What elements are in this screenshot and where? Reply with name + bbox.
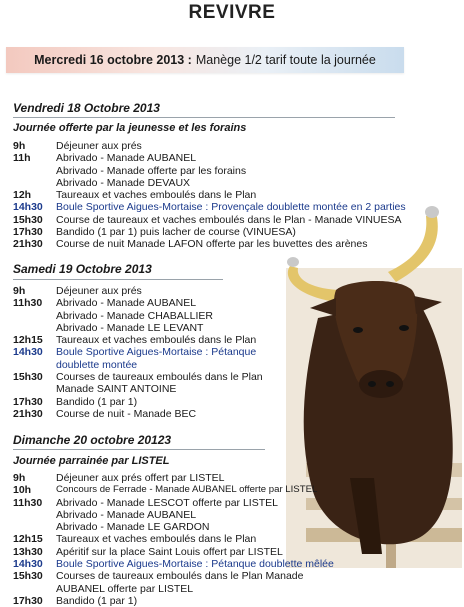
- schedule-row: [13, 285, 265, 297]
- schedule-row: [13, 334, 265, 346]
- row-text: Courses de taureaux emboulés dans le Plan: [56, 371, 263, 384]
- row-time: 21h30: [13, 238, 43, 251]
- schedule-row: [13, 140, 405, 152]
- row-text: Course de taureaux et vaches emboulés dans le Plan - Manade VINUESA: [56, 213, 402, 226]
- row-text: Abrivado - Manade LESCOT offerte par LISTEL: [56, 496, 278, 509]
- row-time: 21h30: [13, 407, 43, 420]
- row-time: [13, 521, 56, 533]
- schedule-row: [13, 226, 405, 238]
- row-text: Boule Sportive Aigues-Mortaise : Pétanque doublette montée: [56, 346, 257, 371]
- row-text: Abrivado - Manade DEVAUX: [56, 176, 191, 189]
- row-time: [13, 383, 56, 395]
- schedule-row: [13, 533, 338, 545]
- row-text: Bandido (1 par 1) puis lacher de course (VINUESA): [56, 226, 296, 239]
- schedule-row: [13, 310, 265, 322]
- schedule-row: [13, 497, 338, 509]
- row-time: 12h15: [13, 334, 43, 347]
- row-time: [13, 509, 56, 521]
- row-time: 11h30: [13, 297, 43, 310]
- schedule-row: [13, 408, 265, 420]
- day-1-title: Vendredi 18 Octobre 2013: [13, 101, 160, 115]
- schedule-row: [13, 238, 405, 250]
- row-text: Abrivado - Manade LE GARDON: [56, 521, 210, 534]
- row-time: [13, 310, 56, 322]
- day-2-divider: [13, 279, 223, 280]
- schedule-row: [13, 214, 405, 226]
- row-time: [13, 322, 56, 334]
- row-time: 12h15: [13, 533, 43, 546]
- schedule-row: [13, 472, 338, 484]
- schedule-row: [13, 521, 338, 533]
- row-text: Abrivado - Manade offerte par les forains: [56, 164, 247, 177]
- row-text: Déjeuner aux prés: [56, 140, 142, 152]
- row-time: 15h30: [13, 213, 43, 226]
- schedule-row: [13, 371, 265, 383]
- row-time: 14h30: [13, 558, 43, 571]
- schedule-row-highlight: [13, 346, 265, 371]
- row-time: 14h30: [13, 201, 43, 214]
- row-text: Concours de Ferrade - Manade AUBANEL offerte par LISTEL: [56, 484, 318, 496]
- schedule-row: [13, 570, 338, 595]
- page-title: REVIVRE: [188, 2, 276, 23]
- row-time: 12h: [13, 189, 32, 202]
- schedule-row-highlight: [13, 558, 338, 570]
- day-3-subtitle: Journée parrainée par LISTEL: [13, 455, 170, 467]
- announcement-banner: [6, 47, 404, 73]
- schedule-row: [13, 152, 405, 164]
- row-time: 13h30: [13, 545, 43, 558]
- row-text: Taureaux et vaches emboulés dans le Plan: [56, 334, 257, 347]
- row-time: 9h: [13, 472, 26, 484]
- schedule-row-highlight: [13, 201, 405, 213]
- row-text: Courses de taureaux emboulés dans le Plan Manade AUBANEL offerte par LISTEL: [56, 570, 304, 595]
- row-time: 10h: [13, 484, 32, 497]
- row-text: Abrivado - Manade LE LEVANT: [56, 321, 204, 334]
- schedule-row: [13, 484, 338, 496]
- row-text: Course de nuit - Manade BEC: [56, 407, 197, 420]
- day-3-schedule: [13, 472, 338, 607]
- row-text: Taureaux et vaches emboulés dans le Plan: [56, 533, 257, 546]
- schedule-row: [13, 177, 405, 189]
- schedule-row: [13, 383, 265, 395]
- row-time: 15h30: [13, 570, 43, 583]
- banner-text: Manège 1/2 tarif toute la journée: [195, 53, 376, 67]
- row-time: 9h: [13, 285, 26, 297]
- row-time: 11h30: [13, 496, 43, 509]
- row-text: Bandido (1 par 1): [56, 395, 138, 408]
- day-3-divider: [13, 449, 265, 450]
- row-time: 14h30: [13, 346, 43, 359]
- schedule-row: [13, 322, 265, 334]
- row-text: Taureaux et vaches emboulés dans le Plan: [56, 189, 257, 202]
- row-time: [13, 165, 56, 177]
- row-text: Course de nuit Manade LAFON offerte par les buvettes des arènes: [56, 238, 368, 251]
- schedule-row: [13, 396, 265, 408]
- row-text: Bandido (1 par 1): [56, 594, 138, 607]
- row-text: Abrivado - Manade CHABALLIER: [56, 309, 213, 322]
- schedule-row: [13, 189, 405, 201]
- row-time: 9h: [13, 140, 26, 152]
- schedule-row: [13, 595, 338, 607]
- day-1-schedule: [13, 140, 405, 251]
- row-text: Déjeuner aux prés offert par LISTEL: [56, 472, 225, 484]
- row-text: Abrivado - Manade AUBANEL: [56, 152, 197, 165]
- row-time: 15h30: [13, 371, 43, 384]
- day-3-title: Dimanche 20 octobre 20123: [13, 433, 172, 447]
- row-text: Boule Sportive Aigues-Mortaise : Pétanque doublette mêlée: [56, 558, 334, 571]
- row-time: 17h30: [13, 594, 43, 607]
- row-time: 11h: [13, 152, 31, 165]
- banner-date: Mercredi 16 octobre 2013 :: [34, 53, 192, 67]
- row-text: Abrivado - Manade AUBANEL: [56, 508, 197, 521]
- row-time: [13, 177, 56, 189]
- schedule-row: [13, 546, 338, 558]
- day-1-divider: [13, 117, 395, 118]
- row-text: Déjeuner aux prés: [56, 285, 142, 297]
- row-text: Apéritif sur la place Saint Louis offert par LISTEL: [56, 545, 283, 558]
- row-text: Boule Sportive Aigues-Mortaise : Provençale doublette montée en 2 parties: [56, 201, 406, 214]
- schedule-row: [13, 165, 405, 177]
- row-text: Abrivado - Manade AUBANEL: [56, 297, 197, 310]
- row-time: 17h30: [13, 226, 43, 239]
- schedule-row: [13, 509, 338, 521]
- day-2-title: Samedi 19 Octobre 2013: [13, 262, 152, 276]
- day-2-schedule: [13, 285, 265, 420]
- day-1-subtitle: Journée offerte par la jeunesse et les forains: [13, 122, 247, 134]
- schedule-row: [13, 297, 265, 309]
- row-text: Manade SAINT ANTOINE: [56, 383, 177, 396]
- row-time: 17h30: [13, 395, 43, 408]
